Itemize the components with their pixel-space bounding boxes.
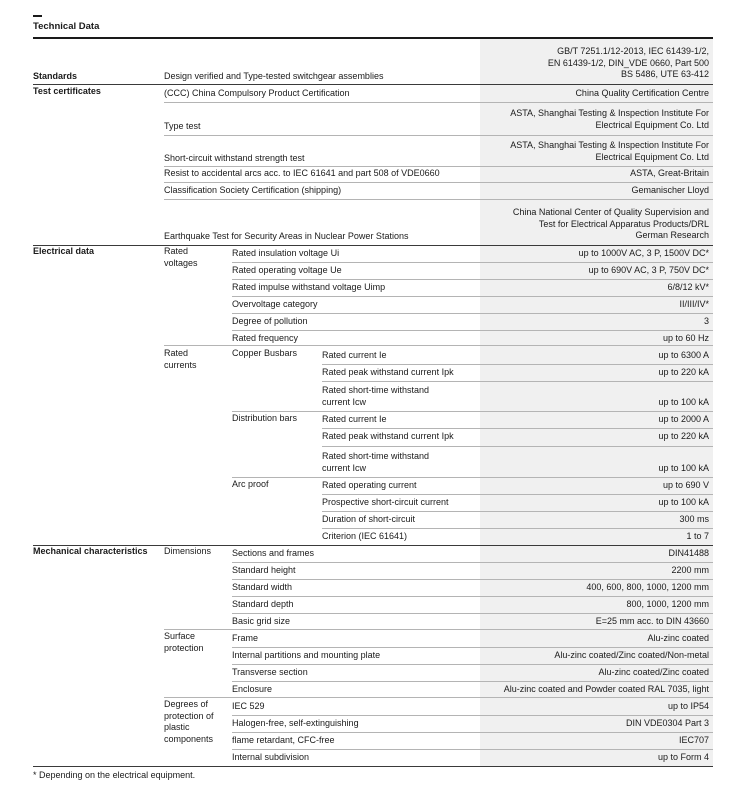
table-bottom-rule bbox=[33, 766, 713, 767]
row-divider bbox=[232, 330, 713, 331]
voltage-label: Degree of pollution bbox=[232, 316, 308, 326]
section-divider bbox=[33, 84, 713, 85]
mechanical-label: Enclosure bbox=[232, 684, 273, 694]
voltage-value: up to 690V AC, 3 P, 750V DC* bbox=[588, 265, 709, 275]
current-label: Duration of short-circuit bbox=[322, 514, 416, 524]
row-divider bbox=[322, 364, 713, 365]
row-divider bbox=[164, 345, 713, 346]
current-value: up to 220 kA bbox=[658, 431, 709, 441]
row-divider bbox=[232, 411, 713, 412]
row-divider bbox=[164, 199, 713, 200]
mechanical-label: Transverse section bbox=[232, 667, 308, 677]
current-value: up to 100 kA bbox=[658, 497, 709, 507]
certificate-label: (CCC) China Compulsory Product Certification bbox=[164, 88, 350, 98]
row-divider bbox=[232, 262, 713, 263]
row-divider bbox=[164, 697, 713, 698]
mechanical-value: Alu-zinc coated/Zinc coated/Non-metal bbox=[554, 650, 709, 660]
voltage-label: Rated frequency bbox=[232, 333, 299, 343]
row-divider bbox=[232, 477, 713, 478]
certificate-value: ASTA, Great-Britain bbox=[630, 168, 709, 178]
certificate-value: ASTA, Shanghai Testing & Inspection Institute For Electrical Equipment Co. Ltd bbox=[510, 140, 709, 162]
mechanical-value: E=25 mm acc. to DIN 43660 bbox=[595, 616, 709, 626]
certificate-label: Type test bbox=[164, 121, 201, 131]
current-label: Rated current Ie bbox=[322, 350, 387, 360]
subgroup-copper-busbars: Copper Busbars bbox=[232, 348, 298, 358]
mechanical-value: Alu-zinc coated bbox=[647, 633, 709, 643]
row-divider bbox=[232, 579, 713, 580]
mechanical-value: IEC707 bbox=[678, 735, 709, 745]
mechanical-label: Halogen-free, self-extinguishing bbox=[232, 718, 359, 728]
section-standards: Standards bbox=[33, 71, 78, 81]
current-value: up to 6300 A bbox=[658, 350, 709, 360]
subgroup-arc-proof: Arc proof bbox=[232, 479, 269, 489]
voltage-label: Rated operating voltage Ue bbox=[232, 265, 342, 275]
certificate-value: China Quality Certification Centre bbox=[575, 88, 709, 98]
row-divider bbox=[232, 715, 713, 716]
current-label: Rated current Ie bbox=[322, 414, 387, 424]
mechanical-label: flame retardant, CFC-free bbox=[232, 735, 335, 745]
mechanical-value: 2200 mm bbox=[671, 565, 709, 575]
current-label: Rated short-time withstand current Icw bbox=[322, 451, 430, 473]
row-divider bbox=[232, 732, 713, 733]
section-electrical-data: Electrical data bbox=[33, 246, 95, 256]
row-divider bbox=[164, 166, 713, 167]
mechanical-value: Alu-zinc coated/Zinc coated bbox=[598, 667, 709, 677]
group-dimensions: Dimensions bbox=[164, 546, 212, 556]
current-label: Rated peak withstand current Ipk bbox=[322, 431, 454, 441]
standards-value: GB/T 7251.1/12-2013, IEC 61439-1/2, EN 61439-1/2, DIN_VDE 0660, Part 500 BS 5486, UTE 63-412 bbox=[547, 46, 709, 80]
row-divider bbox=[232, 749, 713, 750]
row-divider bbox=[322, 446, 713, 447]
mechanical-label: Sections and frames bbox=[232, 548, 315, 558]
current-value: up to 220 kA bbox=[658, 367, 709, 377]
voltage-value: 3 bbox=[703, 316, 709, 326]
current-label: Rated short-time withstand current Icw bbox=[322, 385, 430, 407]
current-value: up to 100 kA bbox=[658, 396, 709, 407]
voltage-value: 6/8/12 kV* bbox=[667, 282, 709, 292]
certificate-label: Earthquake Test for Security Areas in Nuclear Power Stations bbox=[164, 231, 409, 241]
mechanical-label: Basic grid size bbox=[232, 616, 291, 626]
mechanical-value: 800, 1000, 1200 mm bbox=[626, 599, 709, 609]
page-title: Technical Data bbox=[33, 21, 100, 32]
certificate-value: Gemanischer Lloyd bbox=[631, 185, 709, 195]
current-label: Criterion (IEC 61641) bbox=[322, 531, 408, 541]
current-label: Prospective short-circuit current bbox=[322, 497, 449, 507]
current-label: Rated peak withstand current Ipk bbox=[322, 367, 454, 377]
group-surface-protection: Surface protection bbox=[164, 631, 204, 653]
subgroup-distribution-bars: Distribution bars bbox=[232, 413, 298, 423]
mechanical-value: 400, 600, 800, 1000, 1200 mm bbox=[586, 582, 709, 592]
row-divider bbox=[164, 135, 713, 136]
voltage-value: up to 1000V AC, 3 P, 1500V DC* bbox=[578, 248, 709, 258]
voltage-value: up to 60 Hz bbox=[662, 333, 709, 343]
mechanical-label: Standard width bbox=[232, 582, 293, 592]
certificate-value: China National Center of Quality Supervision and Test for Electrical Apparatus Products/DRL German Research bbox=[512, 207, 709, 241]
mechanical-label: Internal subdivision bbox=[232, 752, 310, 762]
mechanical-value: up to Form 4 bbox=[657, 752, 709, 762]
row-divider bbox=[232, 596, 713, 597]
mechanical-label: Internal partitions and mounting plate bbox=[232, 650, 381, 660]
group-rated-currents: Rated currents bbox=[164, 348, 197, 370]
group-plastic-components: Degrees of protection of plastic components bbox=[164, 699, 214, 744]
mechanical-label: Standard depth bbox=[232, 599, 294, 609]
mechanical-value: Alu-zinc coated and Powder coated RAL 7035, light bbox=[503, 684, 709, 694]
row-divider bbox=[232, 664, 713, 665]
certificate-label: Classification Society Certification (shipping) bbox=[164, 185, 342, 195]
current-value: up to 100 kA bbox=[658, 462, 709, 473]
voltage-label: Rated insulation voltage Ui bbox=[232, 248, 340, 258]
row-divider bbox=[232, 313, 713, 314]
certificate-label: Short-circuit withstand strength test bbox=[164, 153, 305, 163]
mechanical-value: up to IP54 bbox=[667, 701, 709, 711]
current-value: up to 690 V bbox=[662, 480, 709, 490]
section-mechanical-characteristics: Mechanical characteristics bbox=[33, 546, 148, 556]
row-divider bbox=[232, 279, 713, 280]
current-value: 1 to 7 bbox=[686, 531, 709, 541]
row-divider bbox=[164, 182, 713, 183]
row-divider bbox=[232, 647, 713, 648]
current-value: up to 2000 A bbox=[658, 414, 709, 424]
row-divider bbox=[232, 296, 713, 297]
group-rated-voltages: Rated voltages bbox=[164, 246, 198, 268]
mechanical-label: Frame bbox=[232, 633, 259, 643]
current-value: 300 ms bbox=[679, 514, 709, 524]
mechanical-value: DIN41488 bbox=[668, 548, 709, 558]
row-divider bbox=[164, 629, 713, 630]
mechanical-value: DIN VDE0304 Part 3 bbox=[625, 718, 709, 728]
voltage-value: II/III/IV* bbox=[679, 299, 709, 309]
section-test-certificates: Test certificates bbox=[33, 86, 101, 96]
current-label: Rated operating current bbox=[322, 480, 417, 490]
row-divider bbox=[322, 494, 713, 495]
certificate-label: Resist to accidental arcs acc. to IEC 61641 and part 508 of VDE0660 bbox=[164, 168, 440, 178]
footnote: * Depending on the electrical equipment. bbox=[33, 770, 196, 780]
voltage-label: Rated impulse withstand voltage Uimp bbox=[232, 282, 386, 292]
row-divider bbox=[232, 562, 713, 563]
row-divider bbox=[322, 528, 713, 529]
row-divider bbox=[232, 681, 713, 682]
certificate-value: ASTA, Shanghai Testing & Inspection Institute For Electrical Equipment Co. Ltd bbox=[510, 108, 709, 130]
row-divider bbox=[164, 102, 713, 103]
mechanical-label: IEC 529 bbox=[232, 701, 265, 711]
row-divider bbox=[322, 511, 713, 512]
mechanical-label: Standard height bbox=[232, 565, 296, 575]
standards-label: Design verified and Type-tested switchgear assemblies bbox=[164, 71, 384, 81]
row-divider bbox=[322, 428, 713, 429]
section-divider bbox=[33, 245, 713, 246]
voltage-label: Overvoltage category bbox=[232, 299, 318, 309]
title-dash bbox=[33, 15, 42, 17]
row-divider bbox=[232, 613, 713, 614]
row-divider bbox=[322, 381, 713, 382]
